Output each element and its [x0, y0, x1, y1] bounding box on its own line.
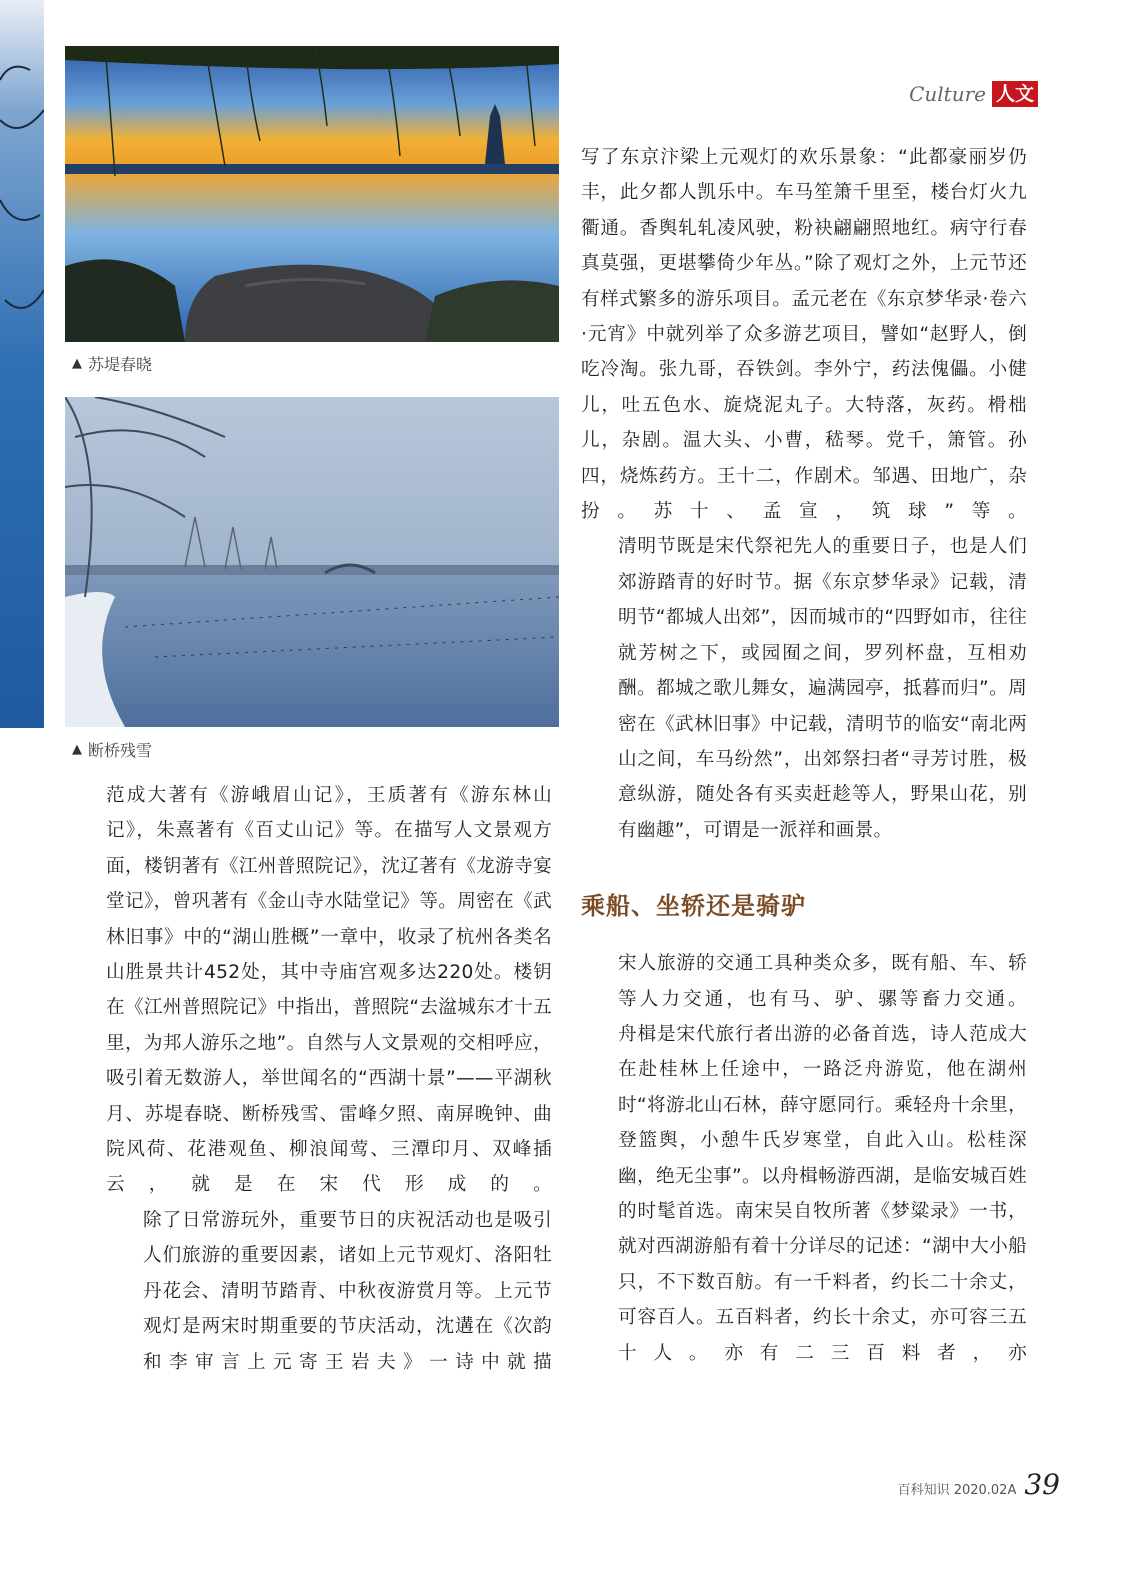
section-label-zh: 人文	[992, 81, 1038, 107]
right-text-column	[581, 140, 1027, 1371]
page-footer	[898, 1468, 1060, 1501]
triangle-marker-icon: ▲	[72, 356, 82, 371]
photo-caption	[72, 738, 152, 761]
caption-text: 断桥残雪	[88, 741, 153, 760]
magazine-issue: 百科知识 2020.02A	[897, 1483, 1017, 1498]
paragraph: 舟楫是宋代旅行者出游的必备首选，诗人范成大在赴桂林上任途中，一路泛舟游览，他在湖州时“将游北山石林，薛守愿同行。乘轻舟十余里，登篮舆，小憩牛氏岁寒堂，自此入山。松桂深幽，绝无尘事”。以舟楫畅游西湖，是临安城百姓的时髦首选。南宋吴自牧所著《梦粱录》一书，就对西湖游船有着十分详尽的记述：“湖中大小船只，不下数百舫。有一千料者，约长二十余丈，可容百人。五百料者，约长十余丈，亦可容三五十人。亦有二三百料者，亦	[618, 1023, 1027, 1364]
paragraph: 范成大著有《游峨眉山记》，王质著有《游东林山记》，朱熹著有《百丈山记》等。在描写人文景观方面，楼钥著有《江州普照院记》，沈辽著有《龙游寺宴堂记》，曾巩著有《金山寺水陆堂记》等。周密在《武林旧事》中的“湖山胜概”一章中，收录了杭州各类名山胜景共计452处，其中寺庙宫观多达220处。楼钥在《江州普照院记》中指出，普照院“去湓城东才十五里，为邦人游乐之地”。自然与人文景观的交相呼应，吸引着无数游人，举世闻名的“西湖十景”——平湖秋月、苏堤春晓、断桥残雪、雷峰夕照、南屏晚钟、曲院风荷、花港观鱼、柳浪闻莺、三潭印月、双峰插云，就是在宋代形成的。	[106, 785, 552, 1196]
section-header	[909, 80, 1038, 108]
photo-caption	[72, 352, 152, 375]
paragraph: 写了东京汴梁上元观灯的欢乐景象：“此都豪丽岁仍丰，此夕都人凯乐中。车马笙箫千里至，楼台灯火九衢通。香舆轧轧凌风驶，粉袂翩翩照地红。病守行春真莫强，更堪攀倚少年丛。”除了观灯之外，上元节还有样式繁多的游乐项目。孟元老在《东京梦华录·卷六·元宵》中就列举了众多游艺项目，譬如“赵野人，倒吃冷淘。张九哥，吞铁剑。李外宁，药法傀儡。小健儿，吐五色水、旋烧泥丸子。大特落，灰药。榾柮儿，杂剧。温大头、小曹，嵇琴。党千，箫管。孙四，烧炼药方。王十二，作剧术。邹遇、田地广，杂扮。苏十、孟宣，筑球”等。	[581, 147, 1027, 523]
photo-sudi-spring-dawn	[65, 46, 559, 342]
paragraph: 宋人旅游的交通工具种类众多，既有船、车、轿等人力交通，也有马、驴、骡等畜力交通。	[618, 953, 1027, 1010]
section-label-en: Culture	[909, 82, 986, 106]
section-title: 乘船、坐轿还是骑驴	[581, 891, 806, 921]
paragraph: 除了日常游玩外，重要节日的庆祝活动也是吸引人们旅游的重要因素，诸如上元节观灯、洛阳牡丹花会、清明节踏青、中秋夜游赏月等。上元节观灯是两宋时期重要的节庆活动，沈遘在《次韵和李审言上元寄王岩夫》一诗中就描	[143, 1209, 552, 1373]
triangle-marker-icon: ▲	[72, 742, 82, 757]
photo-broken-bridge-snow	[65, 397, 559, 727]
page-number: 39	[1024, 1468, 1060, 1501]
left-text-column	[106, 778, 552, 1380]
paragraph: 清明节既是宋代祭祀先人的重要日子，也是人们郊游踏青的好时节。据《东京梦华录》记载，清明节“都城人出郊”，因而城市的“四野如市，往往就芳树之下，或园囿之间，罗列杯盘，互相劝酬。都城之歌儿舞女，遍满园亭，抵暮而归”。周密在《武林旧事》中记载，清明节的临安“南北两山之间，车马纷然”，出郊祭扫者“寻芳讨胜，极意纵游，随处各有买卖赶趁等人，野果山花，别有幽趣”，可谓是一派祥和画景。	[618, 536, 1027, 841]
facing-page-strip	[0, 0, 44, 728]
caption-text: 苏堤春晓	[88, 355, 153, 374]
